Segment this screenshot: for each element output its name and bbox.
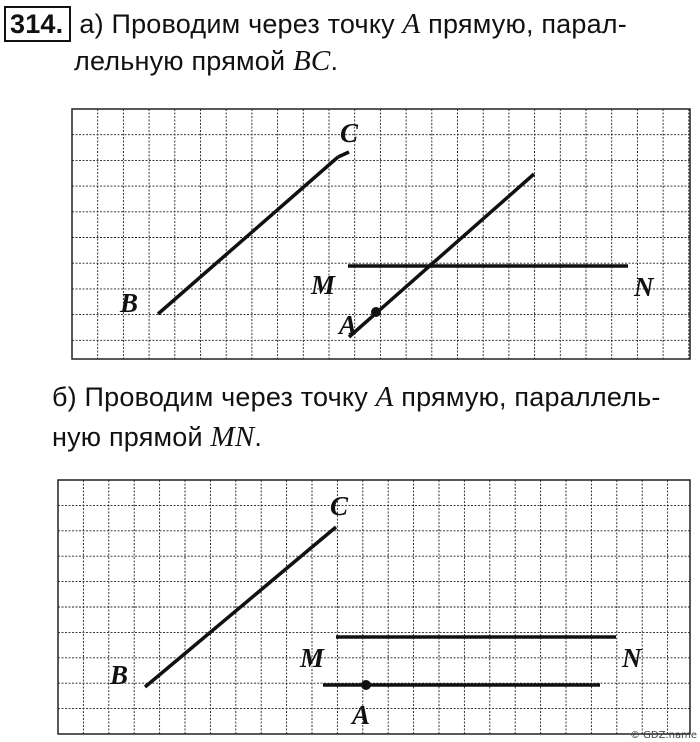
watermark: © GDZ.name bbox=[630, 730, 698, 741]
label-m-a: M bbox=[311, 270, 336, 300]
label-n-b: N bbox=[622, 643, 642, 673]
part-b-line2-suffix: . bbox=[254, 422, 263, 452]
part-a-line1-prefix: а) Проводим через точку bbox=[79, 9, 403, 39]
part-a-line2-prefix: лельную прямой bbox=[74, 46, 293, 76]
part-a-line1-var: A bbox=[402, 8, 421, 40]
label-c-b: C bbox=[330, 491, 349, 521]
part-b-line2-prefix: ную прямой bbox=[52, 422, 211, 452]
label-b-b: B bbox=[110, 660, 129, 690]
part-a-line2-var: BC bbox=[292, 45, 331, 77]
part-b-line1-prefix: б) Проводим через точку bbox=[52, 382, 376, 412]
problem-number: 314. bbox=[4, 6, 71, 42]
label-n-a: N bbox=[634, 272, 654, 302]
label-m-b: M bbox=[300, 643, 325, 673]
part-b-line1-var: A bbox=[375, 381, 394, 413]
part-b-line1-suffix: прямую, параллель- bbox=[393, 382, 661, 412]
point-a-dot-b bbox=[361, 680, 371, 690]
part-a-line2-suffix: . bbox=[330, 46, 339, 76]
label-a-b: A bbox=[352, 700, 371, 730]
label-a-a: A bbox=[339, 310, 358, 340]
segment-c-tick-a bbox=[338, 152, 349, 157]
label-b-a: B bbox=[120, 288, 139, 318]
label-c-a: C bbox=[340, 118, 359, 148]
point-a-dot-a bbox=[371, 307, 381, 317]
grid-b bbox=[58, 480, 690, 734]
part-b-line2-var: MN bbox=[210, 421, 255, 453]
part-a-line1-suffix: прямую, парал- bbox=[420, 9, 627, 39]
grid-a-frame bbox=[72, 109, 690, 359]
grid-a bbox=[72, 109, 690, 359]
